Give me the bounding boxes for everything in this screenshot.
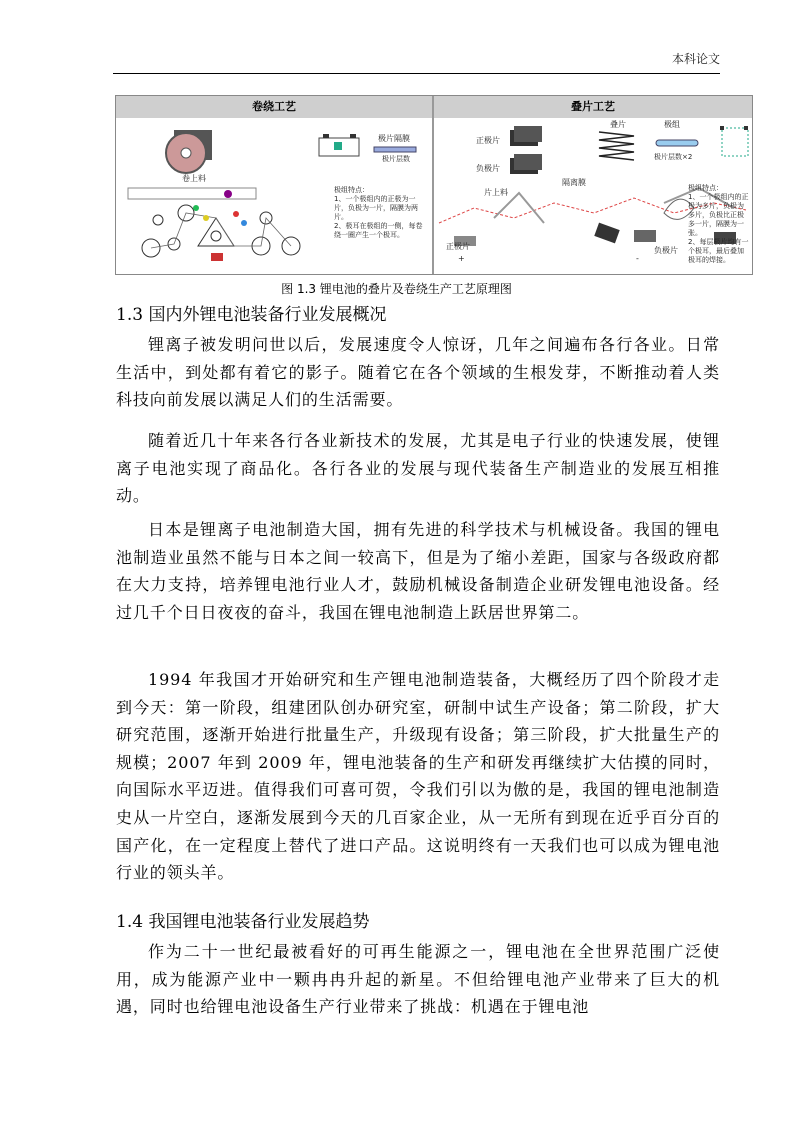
section-heading-1-4: 1.4 我国锂电池装备行业发展趋势 (116, 912, 370, 932)
stacking-pos2-label: 正极片 (446, 242, 470, 251)
paragraph: 1994 年我国才开始研究和生产锂电池制造装备，大概经历了四个阶段才走到今天：第一阶段，组建团队创办研究室，研制中试生产设备；第二阶段，扩大研究范围，逐渐开始进行批量生产，升级现有设备；第三阶段，扩大批量生产的规模；2007 年到 2009 年，锂电池装备的生产和研发再继续扩大估摸的同时，向国际水平迈进。值得我们可喜可贺，令我们引以为傲的是，我国的锂电池制造史从一片空白，逐渐发展到今天的几百家企业，从一无所有到现在近乎百分百的国产化，在一定程度上替代了进口产品。这说明终有一天我们也可以成为锂电池行业的领头羊。 (116, 670, 720, 883)
stacking-neg-label: 负极片 (476, 164, 500, 173)
stacking-pos-label: 正极片 (476, 136, 500, 145)
header-title: 本科论文 (671, 52, 720, 66)
winding-notes: 极组特点： 1、一个极组内的正极为一片，负极为一片，隔膜为两片。 2、极耳在极组的一侧，每卷绕一圈产生一个极耳。 (334, 186, 423, 239)
process-figure (115, 95, 753, 275)
figure-caption: 图 1.3 锂电池的叠片及卷绕生产工艺原理图 (281, 282, 512, 296)
header-rule (113, 73, 720, 74)
stacking-stack-label: 叠片 (610, 120, 626, 129)
stacking-count-label: 极片层数×2 (654, 153, 693, 161)
stacking-sheet-label: 极组 (664, 120, 680, 129)
winding-title: 卷绕工艺 (116, 96, 432, 118)
stacking-notes: 极组特点： 1、一个极组内的正极为多片，负极为多片，负极比正极多一片，隔膜为一张。 2、每层极片均有一个极耳，最后叠加极耳的焊接。 (688, 184, 749, 264)
winding-count-label: 极片层数 (382, 155, 410, 163)
stacking-minus-label: - (636, 254, 639, 263)
paragraph: 随着近几十年来各行各业新技术的发展，尤其是电子行业的快速发展，使锂离子电池实现了商品化。各行各业的发展与现代装备生产制造业的发展互相推动。 (116, 431, 720, 506)
paragraph: 锂离子被发明问世以后，发展速度令人惊讶，几年之间遍布各行各业。日常生活中，到处都有着它的影子。随着它在各个领域的生根发芽，不断推动着人类科技向前发展以满足人们的生活需要。 (116, 335, 720, 410)
stacking-feed-label: 片上料 (484, 188, 508, 197)
winding-feed-label: 卷上料 (182, 174, 206, 183)
stacking-membrane-label: 隔离膜 (562, 178, 586, 187)
paragraph: 作为二十一世纪最被看好的可再生能源之一，锂电池在全世界范围广泛使用，成为能源产业中一颗冉冉升起的新星。不但给锂电池产业带来了巨大的机遇，同时也给锂电池设备生产行业带来了挑战：机遇在于锂电池 (116, 942, 720, 1017)
paragraph: 日本是锂离子电池制造大国，拥有先进的科学技术与机械设备。我国的锂电池制造业虽然不能与日本之间一较高下，但是为了缩小差距，国家与各级政府都在大力支持，培养锂电池行业人才，鼓励机械设备制造企业研发锂电池设备。经过几千个日日夜夜的奋斗，我国在锂电池制造上跃居世界第二。 (116, 520, 720, 622)
stacking-title: 叠片工艺 (434, 96, 752, 118)
stacking-neg2-label: 负极片 (654, 246, 678, 255)
winding-separator-label: 极片隔膜 (378, 134, 410, 143)
section-heading-1-3: 1.3 国内外锂电池装备行业发展概况 (116, 305, 387, 325)
stacking-plus-label: + (458, 254, 465, 263)
